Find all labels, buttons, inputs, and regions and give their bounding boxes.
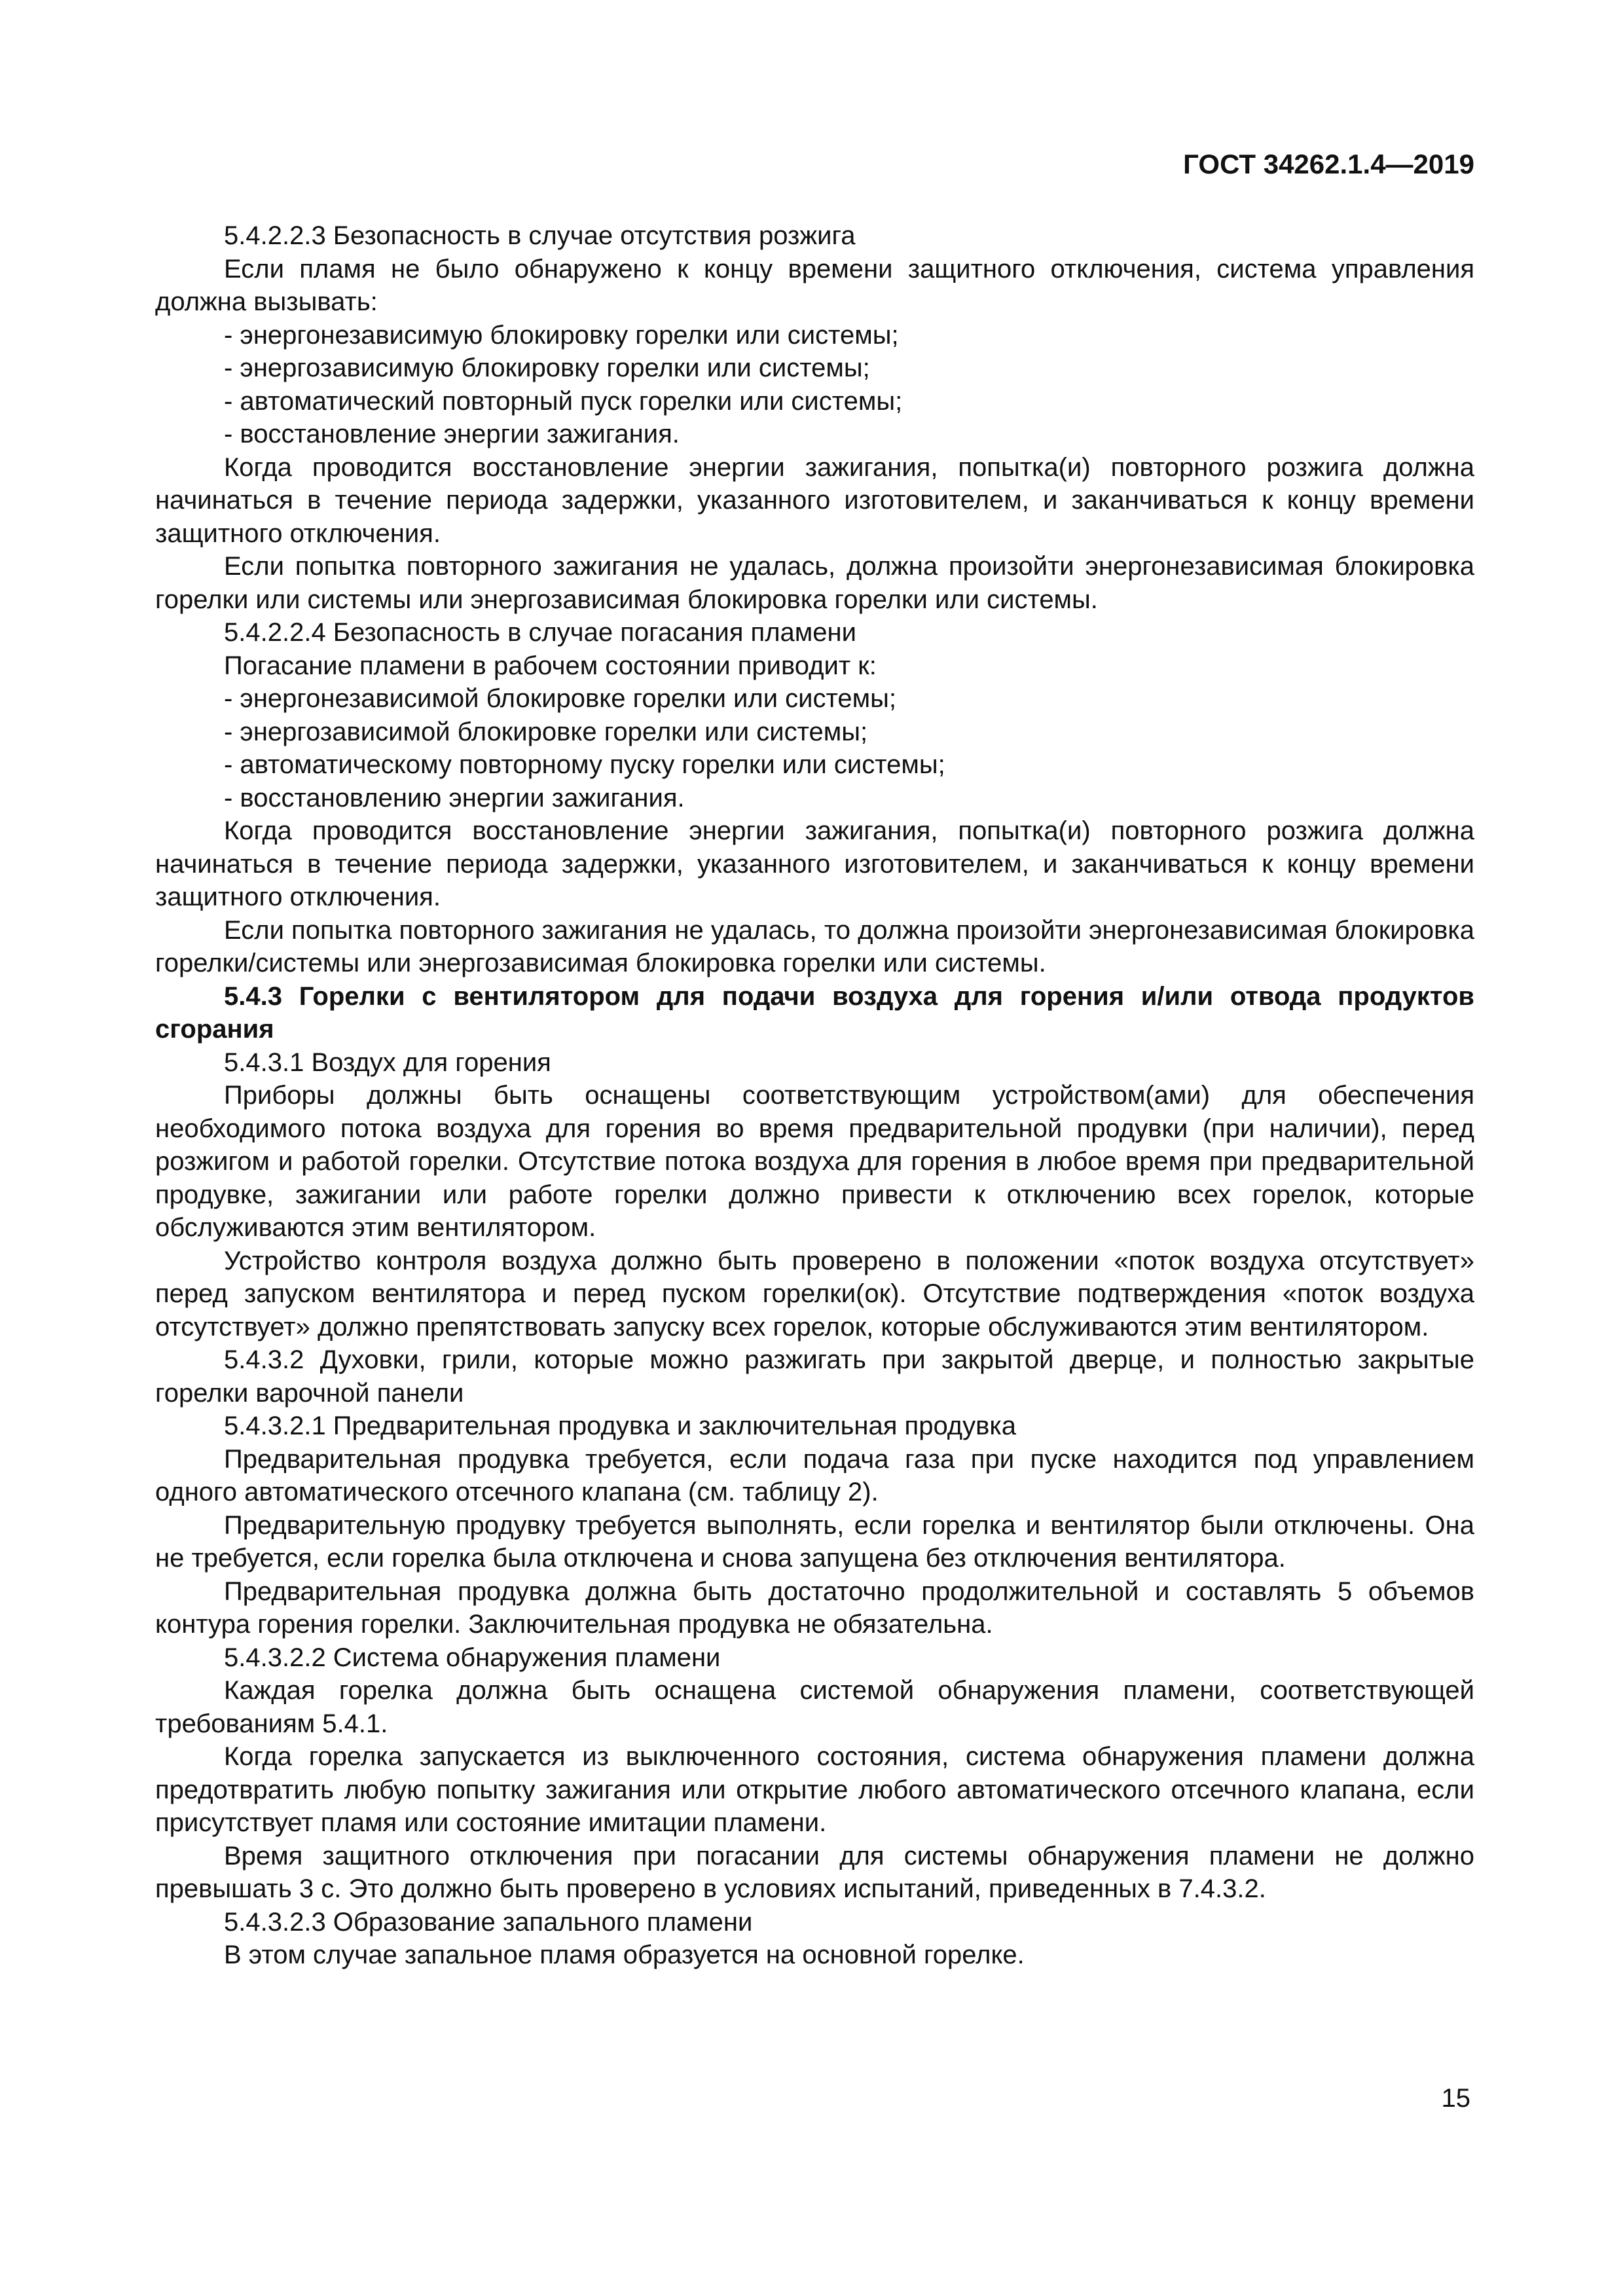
paragraph: Предварительную продувку требуется выполнять, если горелка и вентилятор были отключены. Она не требуется, если горелка была отключена и снова запущена без отключения вентилятора. (155, 1510, 1474, 1573)
paragraph: Предварительная продувка должна быть достаточно продолжительной и составлять 5 объемов контура горения горелки. Заключительная продувка не обязательна. (155, 1576, 1474, 1639)
list-item: - энергозависимую блокировку горелки или системы; (224, 354, 870, 382)
paragraph: Если попытка повторного зажигания не удалась, должна произойти энергонезависимая блокировка горелки или системы или энергозависимая блокировка горелки или системы. (155, 552, 1474, 614)
list-item: - энергонезависимую блокировку горелки или системы; (224, 320, 899, 350)
list-item: - автоматический повторный пуск горелки или системы; (224, 386, 903, 416)
paragraph: Если попытка повторного зажигания не удалась, то должна произойти энергонезависимая блокировка горелки/системы или энергозависимая блокировка горелки или системы. (155, 915, 1474, 977)
paragraph: Когда горелка запускается из выключенного состояния, система обнаружения пламени должна предотвратить любую попытку зажигания или открытие любого автоматического отсечного клапана, если присутствует пламя или состояние имитации пламени. (155, 1742, 1474, 1837)
paragraph: Погасание пламени в рабочем состоянии приводит к: (224, 651, 877, 680)
section-heading-5-4-2-2-4: 5.4.2.2.4 Безопасность в случае погасания пламени (224, 618, 856, 647)
section-heading-5-4-3: 5.4.3 Горелки с вентилятором для подачи воздуха для горения и/или отвода продуктов сгорания (155, 981, 1474, 1044)
paragraph: Когда проводится восстановление энергии зажигания, попытка(и) повторного розжига должна начинаться в течение периода задержки, указанного изготовителем, и заканчиваться к концу времени защитного отключения. (155, 816, 1474, 911)
list-item: - восстановление энергии зажигания. (224, 420, 680, 448)
section-heading-5-4-3-2-3: 5.4.3.2.3 Образование запального пламени (224, 1907, 753, 1937)
paragraph: Устройство контроля воздуха должно быть проверено в положении «поток воздуха отсутствует» перед запуском вентилятора и перед пуском горелки(ок). Отсутствие подтверждения «поток воздуха отсутствует» должно препятствовать запуску всех горелок, которые обслуживаются этим вентилятором. (155, 1246, 1474, 1341)
paragraph: Если пламя не было обнаружено к концу времени защитного отключения, система управления должна вызывать: (155, 254, 1474, 316)
document-body (155, 219, 1474, 1972)
paragraph: Предварительная продувка требуется, если подача газа при пуске находится под управлением одного автоматического отсечного клапана (см. таблицу 2). (155, 1444, 1474, 1506)
paragraph: Каждая горелка должна быть оснащена системой обнаружения пламени, соответствующей требованиям 5.4.1. (155, 1676, 1474, 1738)
section-heading-5-4-3-2: 5.4.3.2 Духовки, грили, которые можно разжигать при закрытой дверце, и полностью закрытые горелки варочной панели (155, 1345, 1474, 1408)
paragraph: Когда проводится восстановление энергии зажигания, попытка(и) повторного розжига должна начинаться в течение периода задержки, указанного изготовителем, и заканчиваться к концу времени защитного отключения. (155, 452, 1474, 548)
section-heading-5-4-3-1: 5.4.3.1 Воздух для горения (224, 1048, 551, 1077)
section-heading-5-4-3-2-1: 5.4.3.2.1 Предварительная продувка и заключительная продувка (224, 1412, 1017, 1440)
paragraph: В этом случае запальное пламя образуется на основной горелке. (224, 1941, 1025, 1969)
list-item: - автоматическому повторному пуску горелки или системы; (224, 750, 945, 779)
section-heading-5-4-3-2-2: 5.4.3.2.2 Система обнаружения пламени (224, 1643, 721, 1672)
paragraph: Время защитного отключения при погасании для системы обнаружения пламени не должно превышать 3 с. Это должно быть проверено в условиях испытаний, приведенных в 7.4.3.2. (155, 1841, 1474, 1903)
list-item: - энергозависимой блокировке горелки или системы; (224, 717, 868, 746)
standard-code-header: ГОСТ 34262.1.4—2019 (1183, 149, 1474, 179)
list-item: - восстановлению энергии зажигания. (224, 783, 685, 812)
list-item: - энергонезависимой блокировке горелки или системы; (224, 684, 896, 713)
section-heading-5-4-2-2-3: 5.4.2.2.3 Безопасность в случае отсутствия розжига (224, 221, 856, 250)
page-number: 15 (1441, 2084, 1470, 2113)
paragraph: Приборы должны быть оснащены соответствующим устройством(ами) для обеспечения необходимого потока воздуха для горения во время предварительной продувки (при наличии), перед розжигом и работой горелки. Отсутствие потока воздуха для горения в любое время при предварительной продувке, зажигании или работе горелки должно привести к отключению всех горелок, которые обслуживаются этим вентилятором. (155, 1081, 1474, 1242)
